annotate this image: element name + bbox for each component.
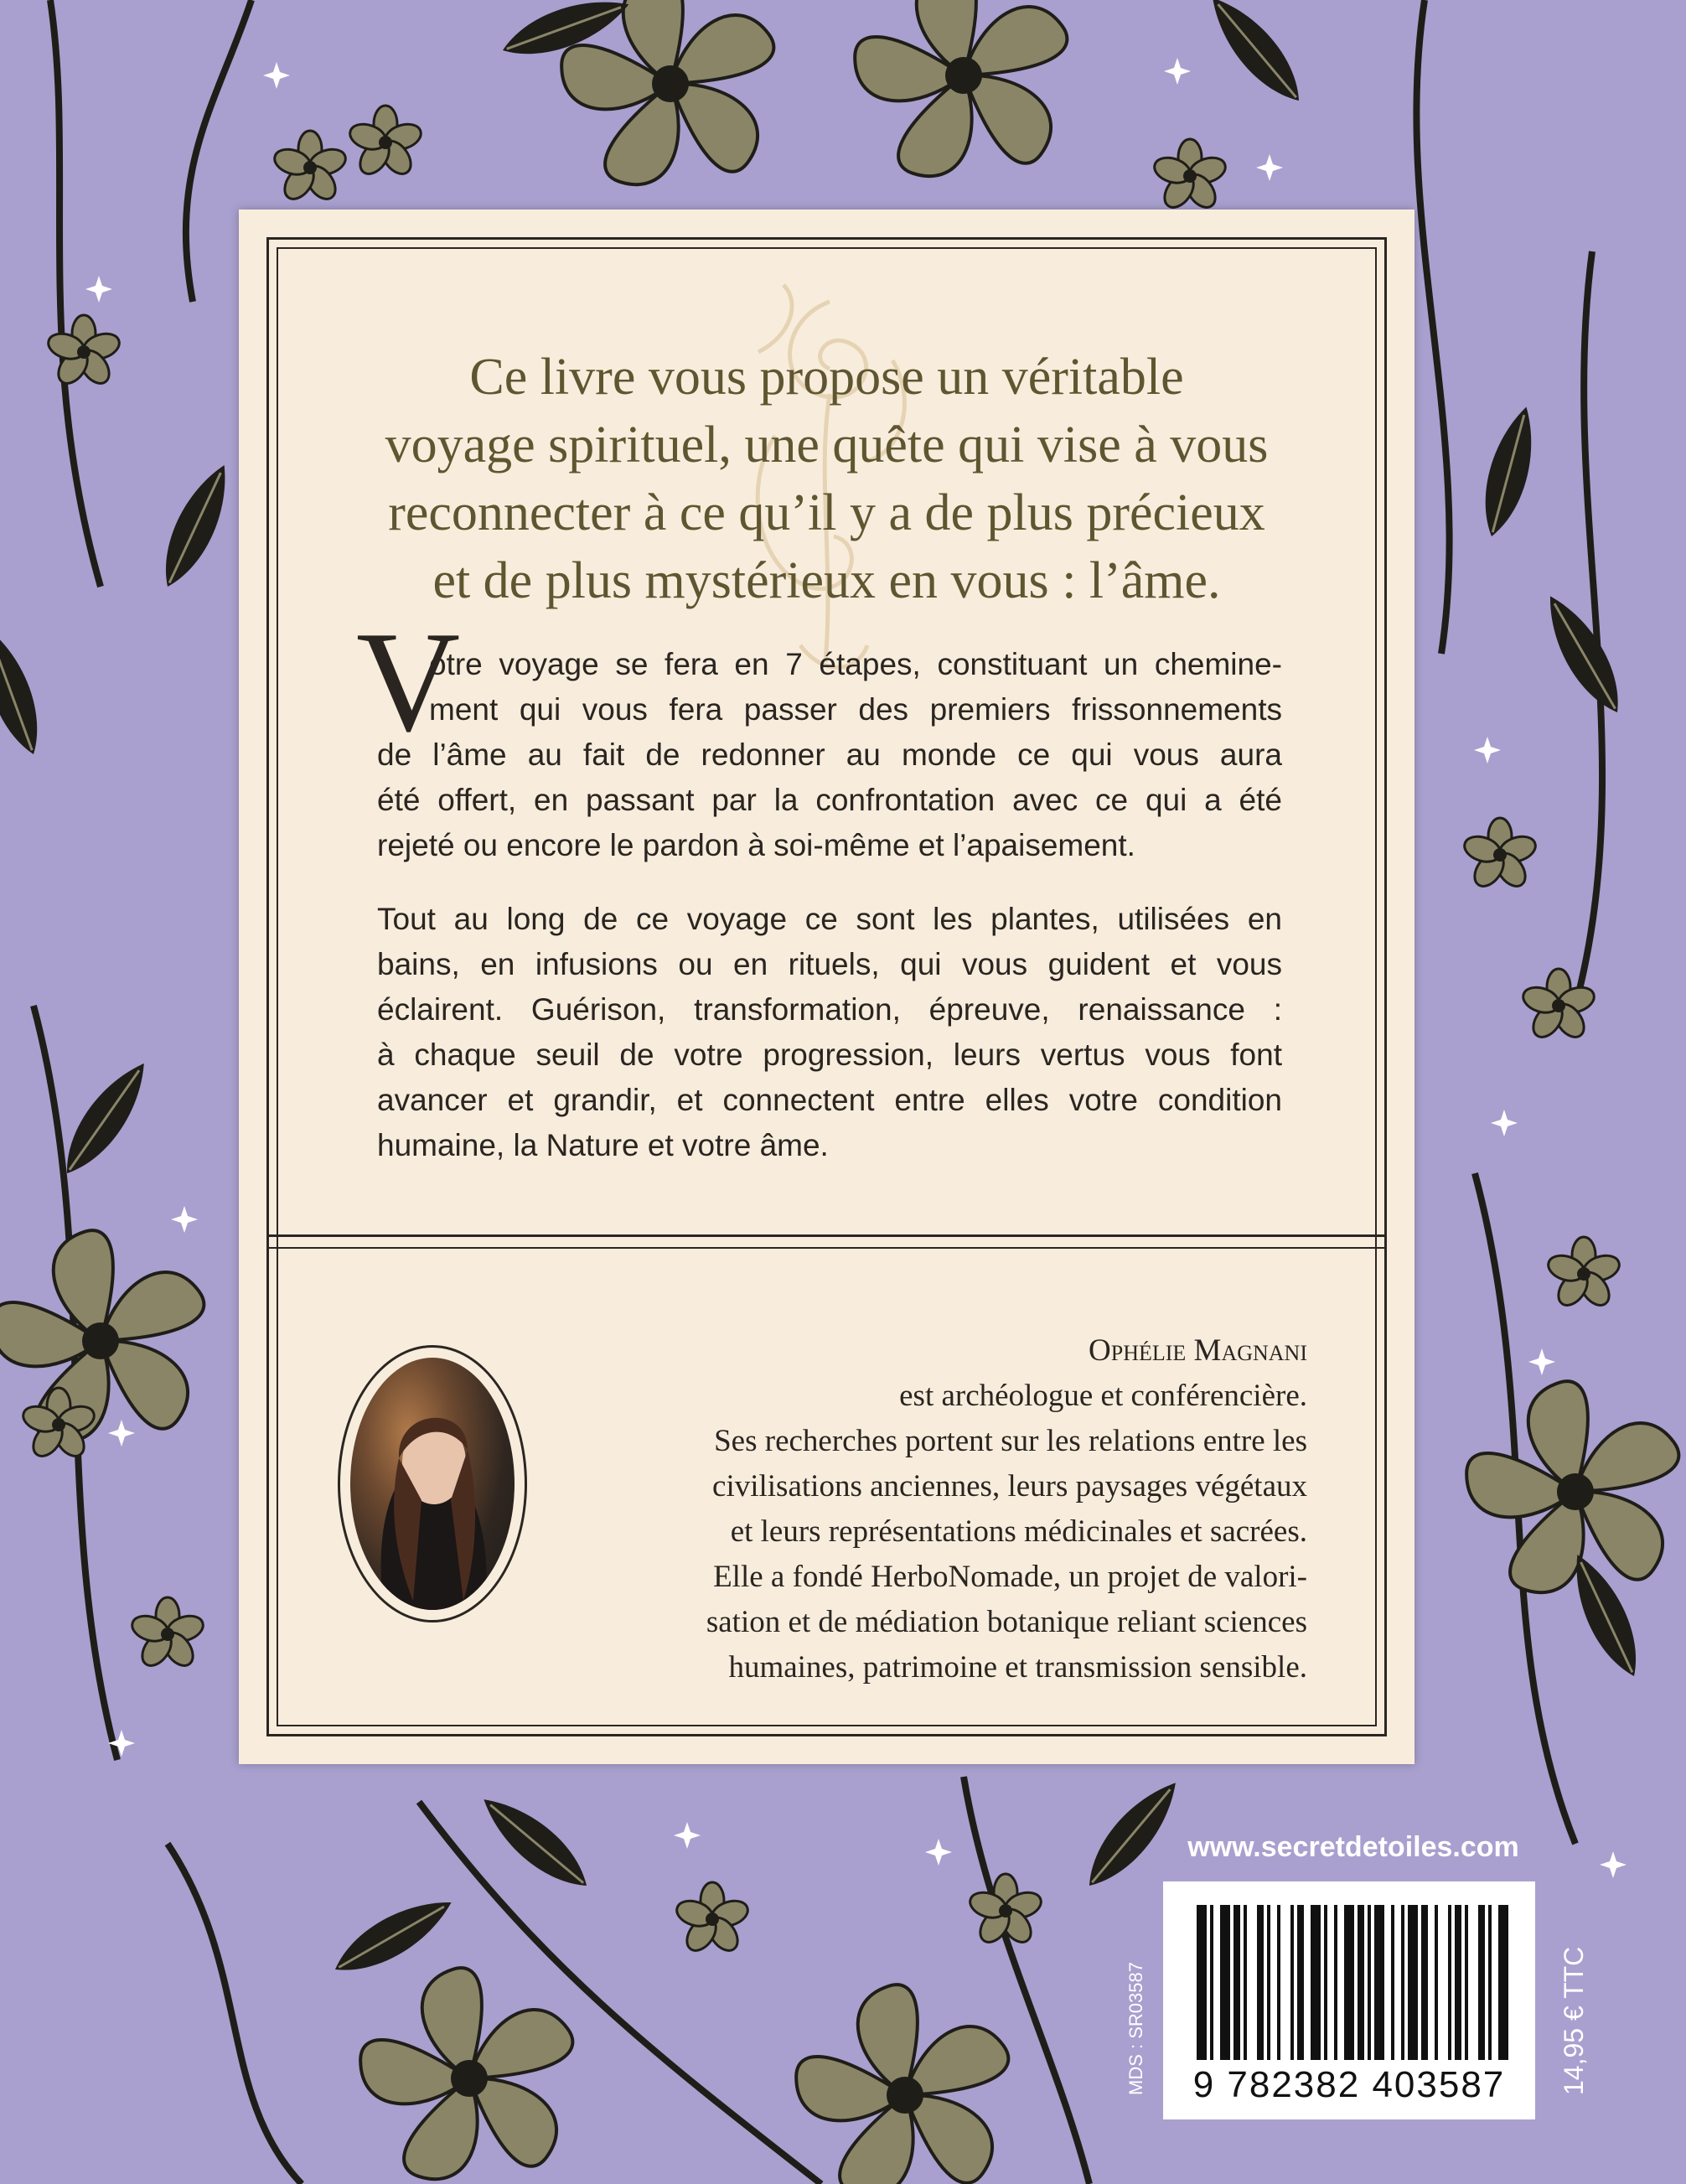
author-name: Ophélie Magnani	[1089, 1333, 1307, 1368]
barcode-bars	[1163, 1881, 1535, 2074]
isbn-digits: 9 782382 403587	[1192, 2064, 1506, 2105]
section-divider-inner	[266, 1247, 1387, 1249]
barcode	[1163, 1881, 1535, 2119]
bio-line: Ses recherches portent sur les relations entre les	[714, 1424, 1307, 1458]
author-bio	[570, 1328, 1307, 1690]
paragraph-line: rejeté ou encore le pardon à soi-même et l’apaisement.	[377, 828, 1135, 862]
section-divider	[266, 1234, 1387, 1237]
bio-first-text: est archéologue et conférencière.	[899, 1379, 1307, 1413]
paragraph-line: ment qui vous fera passer des premiers frissonnements	[429, 692, 1282, 727]
paragraph-line: été offert, en passant par la confrontation avec ce qui a été	[377, 783, 1282, 817]
text-panel	[239, 210, 1414, 1764]
paragraph-line: éclairent. Guérison, transformation, épreuve, renaissance :	[377, 992, 1282, 1027]
author-portrait-frame	[338, 1345, 527, 1622]
paragraph-line: de l’âme au fait de redonner au monde ce qui vous aura	[377, 737, 1282, 772]
intro-line: voyage spirituel, une quête qui vise à vous	[385, 417, 1269, 474]
author-portrait	[350, 1358, 515, 1610]
bio-line: sation et de médiation botanique reliant sciences	[706, 1605, 1307, 1639]
intro-line: et de plus mystérieux en vous : l’âme.	[432, 552, 1221, 609]
drop-cap: V	[356, 603, 461, 762]
bio-line: humaines, patrimoine et transmission sensible.	[728, 1650, 1307, 1685]
paragraph-line: otre voyage se fera en 7 étapes, constituant un chemine-	[429, 647, 1282, 681]
bio-line: et leurs représentations médicinales et sacrées.	[730, 1514, 1307, 1549]
paragraph-line: à chaque seuil de votre progression, leurs vertus vous font	[377, 1038, 1282, 1072]
intro-line: Ce livre vous propose un véritable	[469, 349, 1184, 406]
paragraph-line: bains, en infusions ou en rituels, qui vous guident et vous	[377, 947, 1282, 981]
price-label: 14,95 € TTC	[1559, 1946, 1589, 2095]
paragraph-2	[377, 897, 1282, 1168]
bio-line	[570, 1328, 1307, 1419]
paragraph-line: humaine, la Nature et votre âme.	[377, 1128, 829, 1162]
intro-line: reconnecter à ce qu’il y a de plus précieux	[388, 484, 1265, 541]
publisher-website: www.secretdetoiles.com	[1187, 1831, 1519, 1863]
paragraph-line: avancer et grandir, et connectent entre elles votre condition	[377, 1083, 1282, 1117]
paragraph-1	[377, 642, 1282, 868]
paragraph-line: Tout au long de ce voyage ce sont les plantes, utilisées en	[377, 902, 1282, 936]
reference-code: MDS : SR03587	[1125, 1962, 1146, 2095]
intro-text	[331, 344, 1322, 615]
bio-line: Elle a fondé HerboNomade, un projet de valori-	[713, 1560, 1307, 1594]
bio-line: civilisations anciennes, leurs paysages végétaux	[712, 1469, 1307, 1503]
